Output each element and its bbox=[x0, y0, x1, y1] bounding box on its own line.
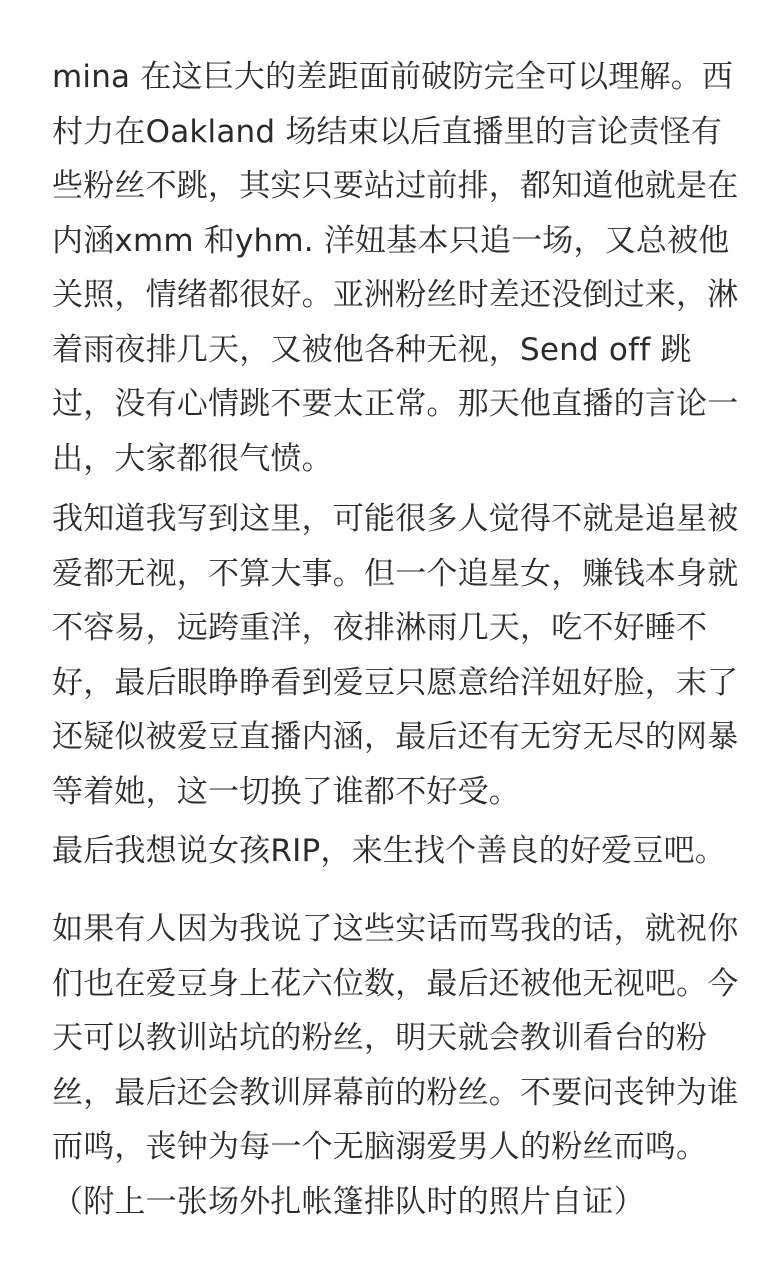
paragraph-2 bbox=[52, 492, 739, 819]
text-line: 出，大家都很气愤。 bbox=[52, 440, 333, 477]
text-line: 不容易，远跨重洋，夜排淋雨几天，吃不好睡不 bbox=[52, 610, 708, 646]
text-line: 关照，情绪都很好。亚洲粉丝时差还没倒过来，淋 bbox=[52, 277, 739, 313]
text-line: 内涵xmm 和yhm. 洋妞基本只追一场，又总被他 bbox=[52, 222, 730, 259]
text-line: 爱都无视，不算大事。但一个追星女，赚钱本身就 bbox=[52, 555, 739, 592]
text-line: 些粉丝不跳，其实只要站过前排，都知道他就是在 bbox=[52, 168, 739, 204]
text-line: （附上一张场外扎帐篷排队时的照片自证） bbox=[52, 1183, 645, 1220]
text-line: 还疑似被爱豆直播内涵，最后还有无穷无尽的网暴 bbox=[52, 719, 739, 755]
text-line: 最后我想说女孩RIP，来生找个善良的好爱豆吧。 bbox=[52, 833, 726, 869]
text-line: 等着她，这一切换了谁都不好受。 bbox=[52, 773, 520, 810]
text-line: 如果有人因为我说了这些实话而骂我的话，就祝你 bbox=[52, 911, 739, 947]
paragraph-1 bbox=[52, 50, 739, 486]
paragraph-3 bbox=[52, 824, 726, 879]
text-line: 村力在Oakland 场结束以后直播里的言论责怪有 bbox=[52, 113, 723, 150]
text-line: 而鸣，丧钟为每一个无脑溺爱男人的粉丝而鸣。 bbox=[52, 1129, 708, 1165]
text-line: 天可以教训站坑的粉丝，明天就会教训看台的粉 bbox=[52, 1020, 708, 1056]
text-line: 我知道我写到这里，可能很多人觉得不就是追星被 bbox=[52, 501, 739, 537]
text-line: 丝，最后还会教训屏幕前的粉丝。不要问丧钟为谁 bbox=[52, 1074, 739, 1111]
paragraph-4 bbox=[52, 902, 739, 1229]
text-line: 们也在爱豆身上花六位数，最后还被他无视吧。今 bbox=[52, 965, 739, 1002]
text-line: 好，最后眼睁睁看到爱豆只愿意给洋妞好脸，末了 bbox=[52, 664, 739, 701]
text-line: 过，没有心情跳不要太正常。那天他直播的言论一 bbox=[52, 386, 739, 422]
text-line: 着雨夜排几天，又被他各种无视，Send off 跳 bbox=[52, 331, 692, 368]
text-line: mina 在这巨大的差距面前破防完全可以理解。西 bbox=[52, 59, 734, 95]
